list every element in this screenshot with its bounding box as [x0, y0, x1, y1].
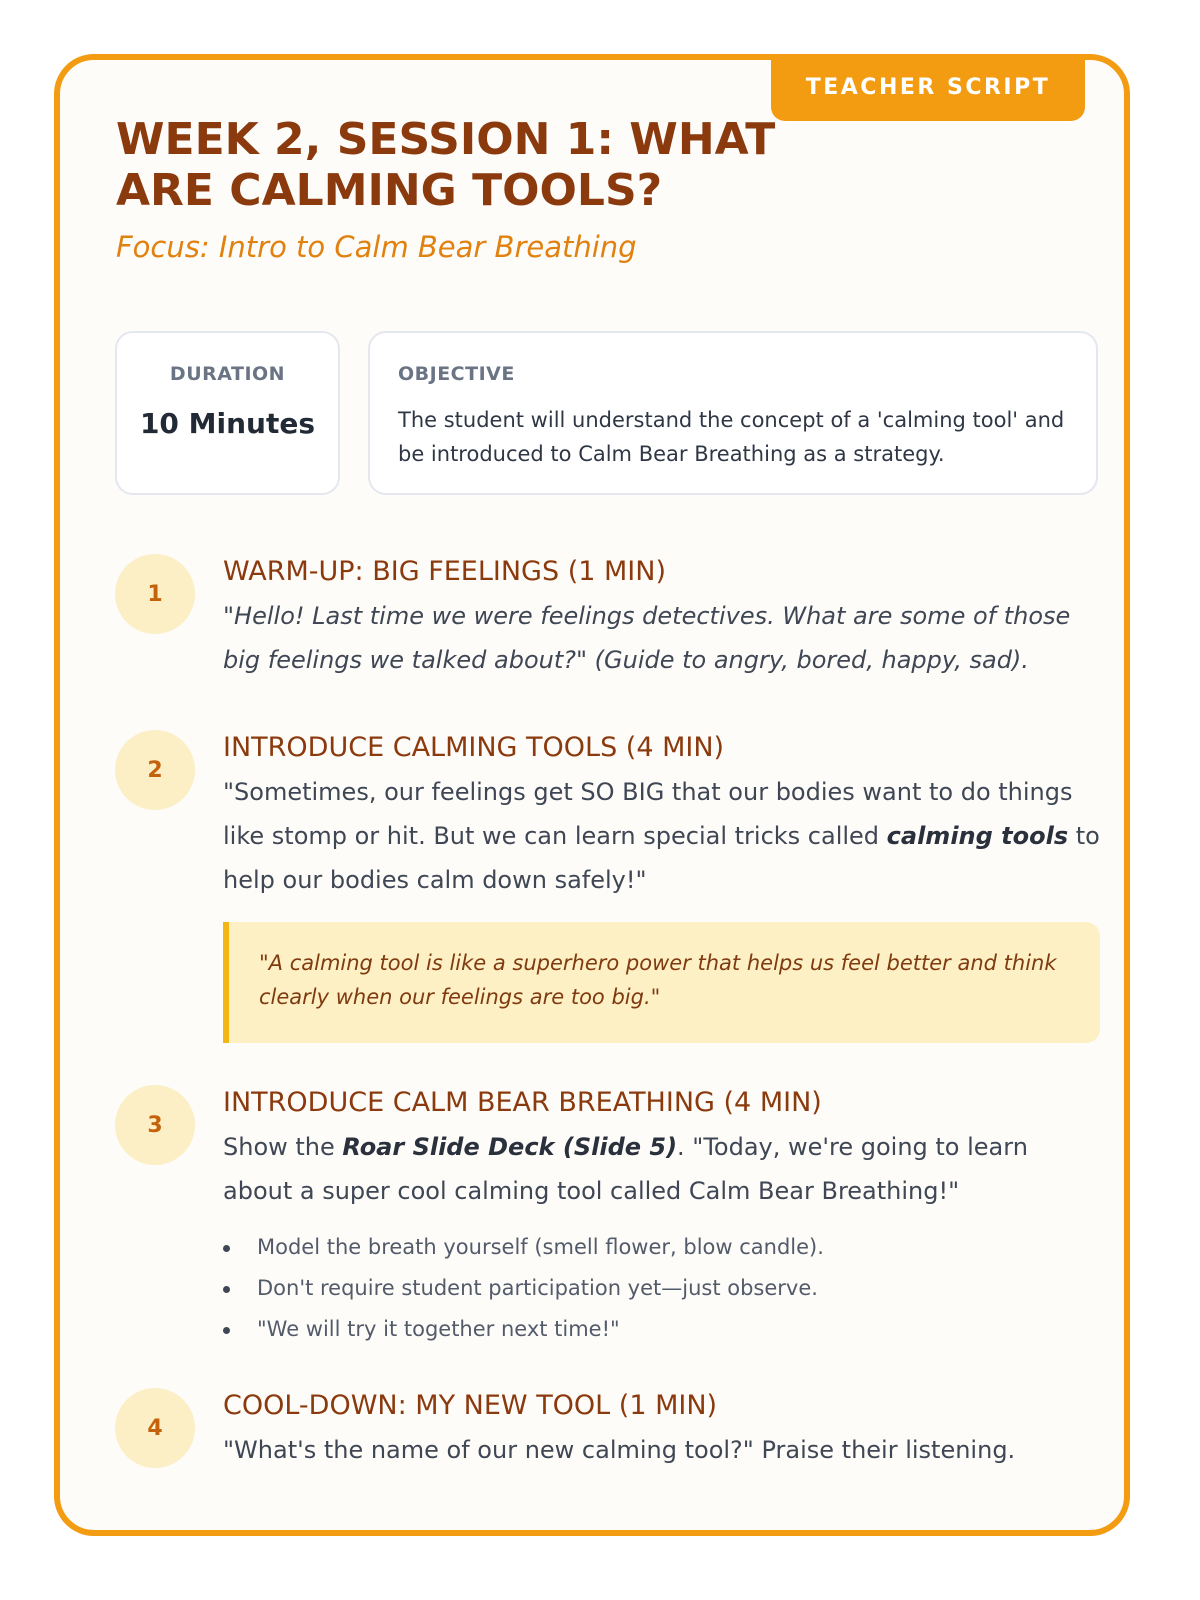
emphasis-text: Roar Slide Deck (Slide 5): [342, 1133, 678, 1161]
objective-box: [368, 331, 1098, 495]
step-script-text: [223, 770, 1100, 902]
text-part: "Sometimes, our feelings get SO BIG that our bodies want to do things like stomp or hit. But we can learn special tricks called: [223, 778, 1073, 850]
step-body: [223, 1388, 1100, 1472]
step-number-badge: 3: [115, 1085, 195, 1165]
step-script-text: "What's the name of our new calming tool?" Praise their listening.: [223, 1436, 1016, 1464]
step-title: WARM-UP: BIG FEELINGS (1 MIN): [223, 556, 666, 587]
page-title: WEEK 2, SESSION 1: WHAT ARE CALMING TOOLS?: [116, 114, 776, 216]
duration-label: DURATION: [169, 363, 286, 385]
list-item: "We will try it together next time!": [223, 1309, 1100, 1350]
step-script-text: "Hello! Last time we were feelings detectives. What are some of those big feelings we talked about?" (Guide to angry, bored, happy, sad).: [223, 602, 1071, 674]
objective-text: The student will understand the concept of a 'calming tool' and be introduced to Calm Bear Breathing as a strategy.: [398, 408, 1065, 466]
text-part: to help our bodies calm down safely!": [223, 822, 1100, 894]
objective-label: OBJECTIVE: [398, 363, 515, 385]
step-number-badge: 4: [115, 1388, 195, 1468]
bullet-list: [223, 1227, 1100, 1350]
list-item: Model the breath yourself (smell flower, blow candle).: [223, 1227, 1100, 1268]
definition-callout: "A calming tool is like a superhero power that helps us feel better and think clearly when our feelings are too big.": [223, 922, 1100, 1043]
teacher-script-badge: TEACHER SCRIPT: [771, 54, 1085, 121]
step-number-badge: 1: [115, 554, 195, 634]
step-number-badge: 2: [115, 730, 195, 810]
duration-value: 10 Minutes: [139, 407, 316, 440]
step-script-text: [223, 1125, 1100, 1213]
text-part: Show the: [223, 1133, 343, 1161]
list-item: Don't require student participation yet—just observe.: [223, 1268, 1100, 1309]
step-title: COOL-DOWN: MY NEW TOOL (1 MIN): [223, 1390, 718, 1421]
emphasis-text: calming tools: [886, 822, 1069, 850]
duration-box: [115, 331, 340, 495]
step-title: INTRODUCE CALMING TOOLS (4 MIN): [223, 732, 725, 763]
step-title: INTRODUCE CALM BEAR BREATHING (4 MIN): [223, 1087, 822, 1118]
step-body: [223, 730, 1100, 1043]
step-body: [223, 554, 1100, 682]
step-body: [223, 1085, 1100, 1350]
page-subtitle: Focus: Intro to Calm Bear Breathing: [116, 230, 637, 264]
text-part: . "Today, we're going to learn about a super cool calming tool called Calm Bear Breathing!": [223, 1133, 1028, 1205]
